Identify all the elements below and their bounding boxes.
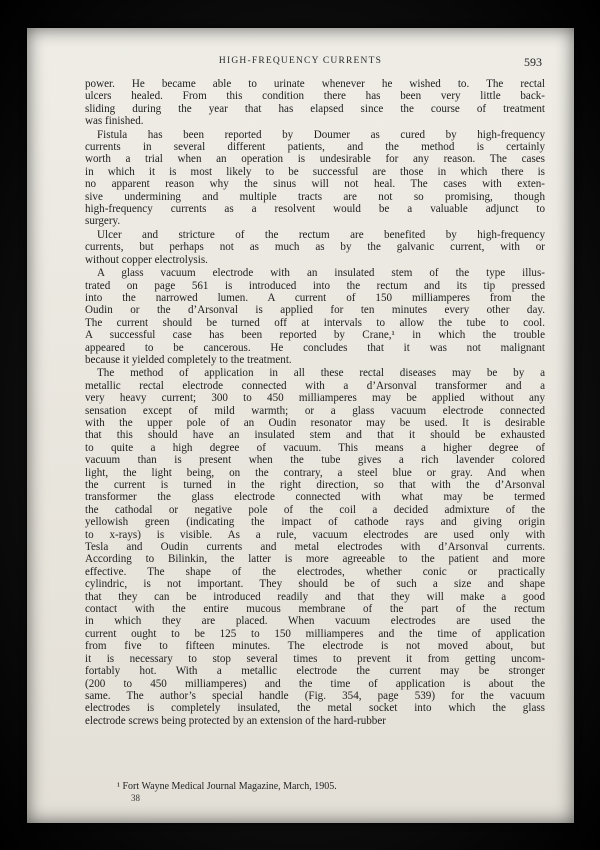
text-line: metallic rectal electrode connected with a d’Arsonval transformer and a (85, 379, 545, 392)
text-line: current ought to be 125 to 150 milliamperes and the time of application (85, 627, 545, 640)
text-line: in which they are placed. When vacuum electrodes are used the (85, 615, 545, 628)
text-line: sensation except of mild warmth; or a glass vacuum electrode connected (85, 404, 545, 417)
text-line: very heavy current; 300 to 450 milliamperes may be applied without any (85, 392, 545, 405)
text-line: without copper electrolysis. (85, 253, 208, 266)
text-line: A successful case has been reported by Crane,¹ in which the trouble (85, 329, 545, 342)
sheet-number: 38 (131, 793, 140, 803)
text-line: According to Bilinkin, the latter is more agreeable to the patient and more (85, 553, 545, 566)
text-line: contact with the entire mucous membrane of the part of the rectum (85, 603, 545, 616)
text-line: same. The author’s special handle (Fig. 354, page 539) for the vacuum (85, 689, 545, 702)
text-line: ulcers healed. From this condition there has been very little back- (85, 90, 545, 103)
text-line: sive undermining and multiple tracts are not so promising, though (85, 190, 545, 203)
text-line: the current is turned in the right direction, so that with the d’Arsonval (85, 479, 545, 491)
text-line: no apparent reason why the sinus will not heal. The cases with exten- (85, 178, 545, 191)
running-head: HIGH-FREQUENCY CURRENTS (218, 56, 383, 66)
text-line: Oudin or the d’Arsonval is applied for ten minutes every other day. (85, 304, 545, 317)
text-line: transformer the glass electrode connected with what may be termed (85, 491, 545, 504)
text-line: the cathodal or negative pole of the coil a decided admixture of the (85, 503, 545, 516)
text-line: currents, but perhaps not as much as by the galvanic current, with or (85, 241, 545, 254)
text-line: electrodes is completely insulated, the metal socket into which the glass (85, 702, 545, 715)
text-line: The current should be turned off at intervals to allow the tube to cool. (85, 316, 545, 329)
text-line: cylindric, is not important. They should be of such a size and shape (85, 578, 545, 591)
paragraph (85, 78, 545, 128)
footnote: ¹ Fort Wayne Medical Journal Magazine, March, 1905. (117, 781, 337, 792)
book-page (27, 28, 574, 823)
text-line: it is necessary to stop several times to prevent it from getting uncom- (85, 652, 545, 665)
page-header (27, 56, 574, 72)
text-line: high-frequency currents as a resolvent would be a valuable adjunct to (85, 203, 545, 216)
text-line: (200 to 450 milliamperes) and the time of application is about the (85, 677, 545, 690)
text-line: currents in several different patients, and the method is certainly (85, 141, 545, 154)
text-line: sliding during the year that has elapsed since the course of treatment (85, 102, 545, 115)
text-line: worth a trial when an operation is undesirable for any reason. The cases (85, 153, 545, 166)
text-line: effective. The shape of the electrodes, whether conic or practically (85, 565, 545, 578)
paragraph (85, 367, 545, 727)
text-line: Fistula has been reported by Doumer as cured by high-frequency (97, 128, 545, 141)
text-line: Ulcer and stricture of the rectum are benefited by high-frequency (97, 228, 545, 241)
text-line: light, the light being, on the contrary, a steel blue or gray. And when (85, 466, 545, 479)
paragraph (85, 229, 545, 266)
text-line: with the upper pole of an Oudin resonator may be used. It is desirable (85, 416, 545, 429)
text-line: that this should have an insulated stem and that it should be exhausted (85, 429, 545, 442)
text-line: A glass vacuum electrode with an insulated stem of the type illus- (97, 267, 545, 280)
text-line: vacuum than is present when the tube gives a rich lavender colored (85, 454, 545, 467)
text-line: that they can be introduced readily and that they will make a good (85, 590, 545, 603)
text-line: trated on page 561 is introduced into the rectum and its tip pressed (85, 279, 545, 292)
text-line: fortably hot. With a metallic electrode the current may be stronger (85, 665, 545, 678)
text-line: because it yielded completely to the treatment. (85, 353, 292, 366)
text-line: power. He became able to urinate whenever he wished to. The rectal (85, 78, 545, 90)
text-line: surgery. (85, 215, 121, 228)
text-line: appeared to be cancerous. He concludes that it was not malignant (85, 341, 545, 354)
text-line: in which it is most likely to be successful are those in which there is (85, 165, 545, 178)
text-line: Tesla and Oudin currents and metal electrodes with d’Arsonval currents. (85, 541, 545, 554)
paragraph (85, 129, 545, 228)
text-line: electrode screws being protected by an extension of the hard-rubber (85, 714, 386, 727)
text-line: was finished. (85, 115, 144, 128)
text-line: to quite a high degree of vacuum. This means a higher degree of (85, 441, 545, 454)
text-line: yellowish green (indicating the impact of cathode rays and giving origin (85, 516, 545, 529)
text-line: into the narrowed lumen. A current of 150 milliamperes from the (85, 291, 545, 304)
text-line: The method of application in all these rectal diseases may be by a (97, 367, 545, 380)
text-line: to x-rays) is visible. As a rule, vacuum electrodes are used only with (85, 528, 545, 541)
paragraph (85, 267, 545, 366)
text-line: from five to fifteen minutes. The electrode is not moved about, but (85, 640, 545, 653)
page-body (85, 78, 545, 728)
page-number: 593 (524, 55, 542, 69)
